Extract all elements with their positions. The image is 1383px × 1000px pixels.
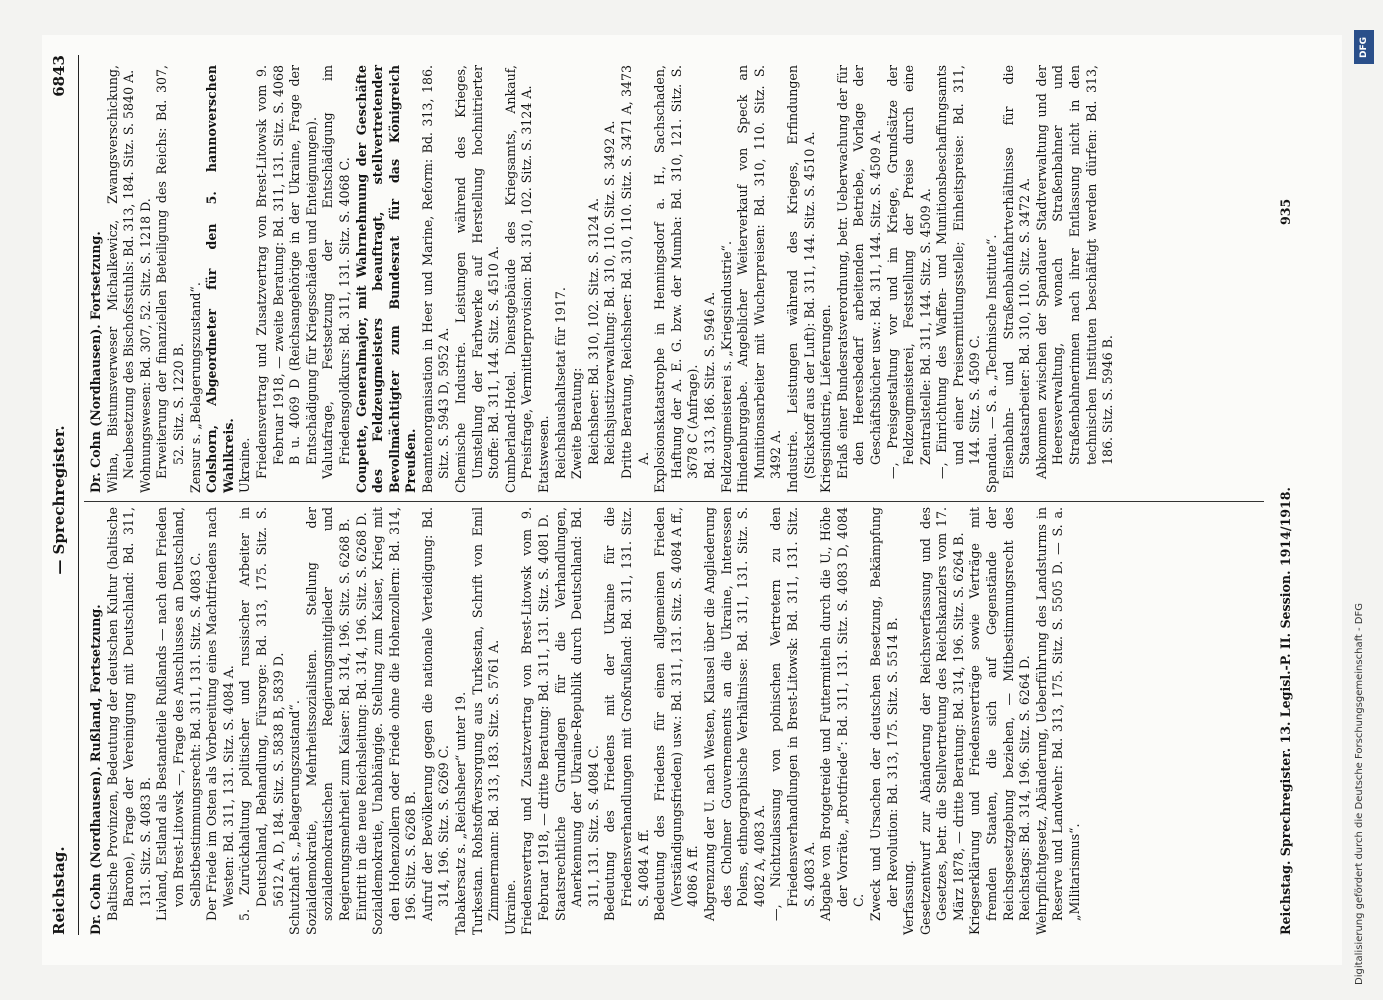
- register-heading: Colshorn, Abgeordneter für den 5. hannoverschen Wahlkreis.: [204, 65, 236, 493]
- register-entry: Cumberland-Hotel. Dienstgebäude des Kriegsamts, Ankauf, Preisfrage, Vermittlerprovision: Bd. 310, 102. Sitz. S. 3124 A.: [502, 65, 535, 493]
- header-left: Reichstag.: [50, 846, 68, 935]
- register-entry: Turkestan. Rohstoffversorgung aus Turkestan, Schrift von Emil Zimmermann: Bd. 313, 183. Sitz. S. 5761 A.: [469, 507, 502, 935]
- register-entry: Etatswesen.: [536, 415, 552, 493]
- digitization-note: Digitalisierung gefördert durch die Deutsche Forschungsgemeinschaft - DFG: [1354, 602, 1365, 985]
- register-entry: Eintritt in die neue Reichsleitung: Bd. 314, 196. Sitz. S. 6268 D.: [353, 512, 369, 921]
- register-entry: —, Nichtzulassung von polnischen Vertretern zu den Friedensverhandlungen in Brest-Litowsk: Bd. 311, 131. Sitz. S. 4083 A.: [768, 507, 817, 921]
- column-divider: [84, 501, 1264, 502]
- register-entry: Abgabe von Brotgetreide und Futtermitteln durch die U., Höhe der Vorräte, „Brotfriede“: Bd. 311, 131. Sitz. S. 4083 D, 4084 C.: [818, 507, 867, 921]
- register-entry: Chemische Industrie. Leistungen während des Krieges, Umstellung der Farbwerke auf Herstellung hochnitrierter Stoffe: Bd. 311, 144. Sitz. S. 4510 A.: [453, 65, 502, 493]
- register-entry: Dritte Beratung, Reichsheer: Bd. 310, 110. Sitz. S. 3471 A, 3473 A.: [619, 65, 651, 479]
- register-entry: Bedeutung des Friedens für einen allgemeinen Frieden (Verständigungsfrieden) usw.: Bd. 311, 131. Sitz. S. 4084 A ff., 4086 A ff.: [652, 507, 701, 921]
- register-entry: Zweck und Ursachen der deutschen Besetzung, Bekämpfung der Revolution: Bd. 313, 175. Sitz. S. 5514 B.: [867, 507, 900, 921]
- register-entry: 5. Zurückhaltung politischer und russischer Arbeiter in Deutschland, Behandlung, Fürsorge: Bd. 313, 175. Sitz. S. 5612 A, D, 184. Sitz. S. 5838 B, 5839 D.: [237, 507, 286, 921]
- register-entry: Kriegsindustrie, Lieferungen.: [818, 304, 834, 493]
- register-entry: Der Friede im Osten als Vorbereitung eines Machtfriedens nach Westen: Bd. 311, 131. Sitz. S. 4084 A.: [204, 507, 236, 921]
- register-entry: Eisenbahn- und Straßenbahnfahrtverhältnisse für die Staatsarbeiter: Bd. 310, 110. Sitz. S. 3472 A.: [1000, 65, 1033, 479]
- rotated-page: [42, 35, 1342, 965]
- register-entry: Schutzhaft s. „Belagerungszustand“.: [287, 700, 303, 935]
- register-entry: Zensur s. „Belagerungszustand“.: [187, 282, 203, 493]
- register-entry: Zweite Beratung:: [569, 367, 585, 479]
- signature-mark: 935: [1278, 198, 1293, 225]
- register-entry: Livland, Estland als Bestandteile Rußlands — nach dem Frieden von Brest-Litowsk —, Frage des Anschlusses an Deutschland, Selbstbestimmungsrecht: Bd. 311, 131. Sitz. S. 4083 C.: [154, 507, 203, 921]
- register-entry: Hindenburggabe. Angeblicher Weiterverkauf von Speck an Munitionsarbeiter mit Wucherpreisen: Bd. 310, 110. Sitz. S. 3492 A.: [735, 65, 784, 493]
- register-entry: Tabakersatz s. „Reichsheer“ unter 19.: [453, 691, 469, 935]
- running-header: [42, 35, 82, 965]
- register-entry: Industrie. Leistungen während des Krieges, Erfindungen (Stickstoff aus der Luft): Bd. 311, 144. Sitz. S. 4510 A.: [784, 65, 817, 493]
- register-entry: Wohnungswesen: Bd. 307, 52. Sitz. S. 1218 D.: [137, 198, 153, 493]
- register-entry: Kriegserklärung und Friedensverträge sowie Verträge mit fremden Staaten, die sich auf Gegenstände der Reichsgesetzgebung beziehen, — Mitbestimmungsrecht des Reichstags: Bd. 314, 196. Sitz. S. 6264 D.: [967, 507, 1033, 935]
- dfg-logo: DFG: [1354, 30, 1374, 64]
- register-entry: Friedensvertrag und Zusatzvertrag von Brest-Litowsk vom 9. Februar 1918, — zweite Beratung: Bd. 311, 131. Sitz. S. 4068 B u. 4069 D (Reichsangehörige in der Ukraine, Frage der Entschädigung für Kriegsschäden und Enteignungen).: [253, 65, 319, 479]
- register-entry: Bd. 313, 186. Sitz. S. 5946 A.: [701, 291, 717, 479]
- register-entry: Verfassung.: [901, 860, 917, 935]
- register-heading: Coupette, Generalmajor, mit Wahrnehmung der Geschäfte des Feldzeugmeisters beauftragt, stellvertretender Bevollmächtigter zum Bundesrat für das Königreich Preußen.: [353, 65, 419, 493]
- register-entry: Abgrenzung der U. nach Westen, Klausel über die Angliederung des Cholmer Gouvernements an die Ukraine, Interessen Polens, ethnographische Verhältnisse: Bd. 311, 131. Sitz. S. 4082 A, 4083 A.: [701, 507, 767, 921]
- register-entry: Gesetzentwurf zur Abänderung der Reichsverfassung und des Gesetzes, betr. die Stellvertretung des Reichskanzlers vom 17. März 1878, — dritte Beratung: Bd. 314, 196. Sitz. S. 6264 B.: [917, 507, 966, 935]
- register-entry: Beamtenorganisation in Heer und Marine, Reform: Bd. 313, 186. Sitz. S. 5943 D, 5952 A.: [419, 65, 452, 493]
- register-entry: Sozialdemokratie, Mehrheitssozialisten. Stellung der sozialdemokratischen Regierungsmitglieder und Regierungsmehrheit zum Kaiser: Bd. 314, 196. Sitz. S. 6268 B.: [303, 507, 352, 935]
- register-entry: Abkommen zwischen der Spandauer Stadtverwaltung und der Heeresverwaltung, wonach Straßenbahner und Straßenbahnerinnen nach ihrer Entlassung nicht in den technischen Instituten beschäftigt werden dürfen: Bd. 313, 186. Sitz. S. 5946 B.: [1033, 65, 1116, 479]
- register-entry: Reichshaushaltsetat für 1917.: [552, 287, 568, 479]
- register-entry: Friedensvertrag und Zusatzvertrag von Brest-Litowsk vom 9. Februar 1918, — dritte Beratung: Bd. 311, 131. Sitz. S. 4081 D.: [519, 507, 552, 935]
- register-entry: Sozialdemokratie, Unabhängige. Stellung zum Kaiser, Krieg mit den Hohenzollern oder Friede ohne die Hohenzollern: Bd. 314, 196. Sitz. S. 6268 B.: [370, 507, 419, 935]
- register-entry: Wilna, Bistumsverweser Michalkewicz, Zwangsverschickung, Neubesetzung des Bischofsstuhls: Bd. 313, 184. Sitz. S. 5840 A.: [104, 65, 137, 493]
- page-number: 6843: [50, 55, 68, 97]
- right-column: [88, 65, 1117, 493]
- register-entry: —, Einrichtung des Waffen- und Munitionsbeschaffungsamts und einer Preisermittlungsstelle; Einheitspreise: Bd. 311, 144. Sitz. S. 4509 C.: [934, 65, 983, 479]
- register-entry: Ukraine.: [237, 437, 253, 493]
- register-entry: Staatsrechtliche Grundlagen für die Verhandlungen, Anerkennung der Ukraine-Republik durch Deutschland: Bd. 311, 131. Sitz. S. 4084 C.: [552, 507, 601, 921]
- register-entry: Bedeutung des Friedens mit der Ukraine für die Friedensverhandlungen mit Großrußland: Bd. 311, 131. Sitz. S. 4084 A ff.: [602, 507, 651, 921]
- register-entry: Aufruf der Bevölkerung gegen die nationale Verteidigung: Bd. 314, 196. Sitz. S. 6269 C.: [419, 507, 452, 921]
- register-entry: Erlaß einer Bundesratsverordnung, betr. Ueberwachung der für den Heeresbedarf arbeitenden Betriebe, Vorlage der Geschäftsbücher usw.: Bd. 311, 144. Sitz. S. 4509 A.: [834, 65, 883, 479]
- register-entry: Reichsheer: Bd. 310, 102. Sitz. S. 3124 A.: [585, 198, 601, 465]
- register-entry: Feldzeugmeisterei s. „Kriegsindustrie“.: [718, 241, 734, 493]
- register-entry: Erweiterung der finanziellen Beteiligung des Reichs: Bd. 307, 52. Sitz. S. 1220 B.: [154, 65, 186, 479]
- register-entry: Explosionskatastrophe in Henningsdorf a. H., Sachschaden, Haftung der A. E. G. bzw. der Mumba: Bd. 310, 121. Sitz. S. 3678 C (Anfrage).: [652, 65, 701, 493]
- register-entry: Valutafrage, Festsetzung der Entschädigung im Friedensgoldkurs: Bd. 311, 131. Sitz. S. 4068 C.: [320, 65, 352, 479]
- register-entry: —, Preisgestaltung vor und im Kriege, Grundsätze der Feldzeugmeisterei, Feststellung der Preise durch eine Zentralstelle: Bd. 311, 144. Sitz. S. 4509 A.: [884, 65, 933, 479]
- register-entry: Spandau. — S. a. „Technische Institute“.: [984, 234, 1000, 493]
- register-entry: Ukraine.: [502, 879, 518, 935]
- register-entry: Wehrpflichtgesetz, Abänderung, Ueberführung des Landsturms in Reserve und Landwehr: Bd. 313, 175. Sitz. S. 5505 D. — S. a. „Militarismus“.: [1033, 507, 1083, 935]
- header-rule: [78, 55, 79, 935]
- page-footer: Reichstag. Sprechregister. 13. Legisl.-P. II. Session. 1914/1918.: [1278, 487, 1293, 935]
- header-center: — Sprechregister.: [50, 425, 68, 575]
- register-entry: Baltische Provinzen, Bedeutung der deutschen Kultur (baltische Barone), Frage der Vereinigung mit Deutschland: Bd. 311, 131. Sitz. S. 4083 B.: [104, 507, 153, 921]
- register-entry: Reichsjustizverwaltung: Bd. 310, 110. Sitz. S. 3492 A.: [602, 120, 618, 465]
- left-column: [88, 507, 1084, 935]
- register-heading: Dr. Cohn (Nordhausen). Fortsetzung.: [88, 231, 103, 493]
- register-heading: Dr. Cohn (Nordhausen). Rußland, Fortsetzung.: [88, 604, 103, 935]
